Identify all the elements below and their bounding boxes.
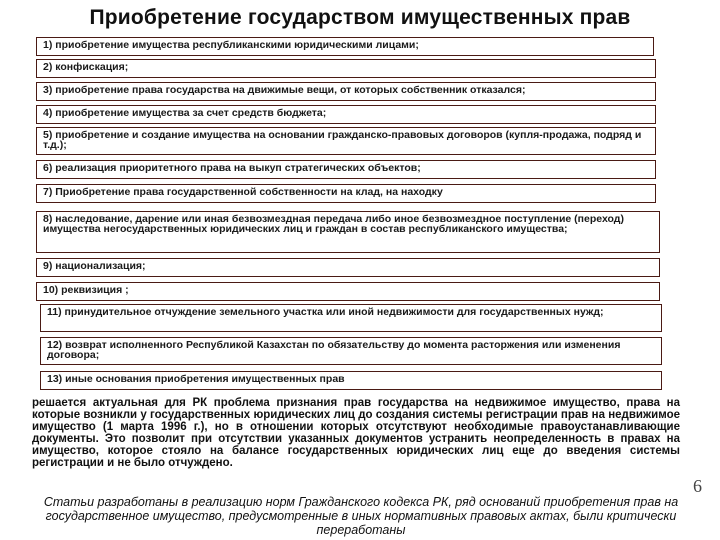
list-item-11: 11) принудительное отчуждение земельного участка или иной недвижимости для государственных нужд; bbox=[40, 304, 662, 332]
list-item-8: 8) наследование, дарение или иная безвозмездная передача либо иное безвозмездное поступление (переход) имущества негосударственных юридических лиц и граждан в состав республиканского имущества; bbox=[36, 211, 660, 253]
list-item-6: 6) реализация приоритетного права на выкуп стратегических объектов; bbox=[36, 160, 656, 179]
list-item-3: 3) приобретение права государства на движимые вещи, от которых собственник отказался; bbox=[36, 82, 656, 101]
list-item-7: 7) Приобретение права государственной собственности на клад, на находку bbox=[36, 184, 656, 203]
page-number: 6 bbox=[693, 476, 702, 496]
list-item-1: 1) приобретение имущества республиканскими юридическими лицами; bbox=[36, 37, 654, 56]
list-item-12: 12) возврат исполненного Республикой Казахстан по обязательству до момента расторжения или изменения договора; bbox=[40, 337, 662, 365]
footnote: Статьи разработаны в реализацию норм Гражданского кодекса РК, ряд оснований приобретения прав на государственное имущество, предусмотренные в иных нормативных правовых актах, были критически переработаны bbox=[43, 495, 679, 537]
slide-title: Приобретение государством имущественных прав bbox=[89, 6, 631, 29]
explanation-paragraph: решается актуальная для РК проблема признания прав государства на недвижимое имущество, права на которые возникли у государственных юридических лиц до создания системы регистрации прав на недвижимое имущество (1 марта 1996 г.), но в отношении которых отсутствуют необходимые правоустанавливающие документы. Это позволит при отсутствии указанных документов устранить неопределенность в правах на имущество, которое стояло на балансе государственных юридических лиц еще до введения системы регистрации и не было отчуждено. bbox=[32, 397, 680, 469]
list-item-13: 13) иные основания приобретения имущественных прав bbox=[40, 371, 662, 390]
list-item-4: 4) приобретение имущества за счет средств бюджета; bbox=[36, 105, 656, 124]
list-item-9: 9) национализация; bbox=[36, 258, 660, 277]
list-item-5: 5) приобретение и создание имущества на основании гражданско-правовых договоров (купля-продажа, подряд и т.д.); bbox=[36, 127, 656, 155]
list-item-2: 2) конфискация; bbox=[36, 59, 656, 78]
list-item-10: 10) реквизиция ; bbox=[36, 282, 660, 301]
